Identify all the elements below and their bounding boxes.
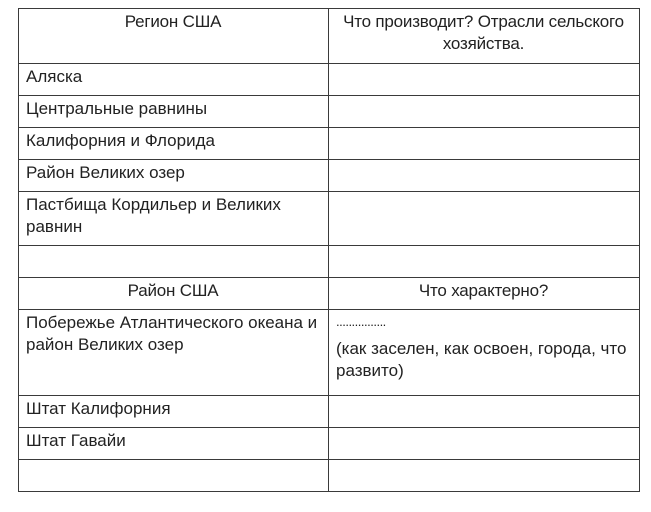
worksheet-table: [18, 8, 640, 492]
region-cell: [19, 246, 329, 278]
table-row: [19, 96, 640, 128]
answer-cell: [329, 64, 640, 96]
answer-cell: [329, 460, 640, 492]
table-row: [19, 160, 640, 192]
table2-header-district: Район США: [19, 278, 329, 310]
region-cell: Калифорния и Флорида: [19, 128, 329, 160]
region-cell: Центральные равнины: [19, 96, 329, 128]
table-row: [19, 246, 640, 278]
region-cell: Побережье Атлантического океана и район Великих озер: [19, 310, 329, 396]
region-cell: Штат Гавайи: [19, 428, 329, 460]
region-cell: Аляска: [19, 64, 329, 96]
answer-cell: [329, 396, 640, 428]
table1-header-row: [19, 9, 640, 64]
table-row: [19, 428, 640, 460]
answer-cell: [329, 96, 640, 128]
table-row: [19, 64, 640, 96]
region-cell: Район Великих озер: [19, 160, 329, 192]
answer-dots: ................: [336, 314, 386, 329]
table2-header-characteristic: Что характерно?: [329, 278, 640, 310]
answer-hint: (как заселен, как освоен, города, что развито): [336, 339, 627, 380]
table1-header-production: Что производит? Отрасли сельского хозяйства.: [329, 9, 640, 64]
region-cell: [19, 460, 329, 492]
answer-cell: [329, 428, 640, 460]
table-row: [19, 310, 640, 396]
answer-cell: [329, 160, 640, 192]
table-row: [19, 192, 640, 246]
table2-header-row: [19, 278, 640, 310]
table1-header-region: Регион США: [19, 9, 329, 64]
answer-cell: [329, 246, 640, 278]
table-row: [19, 396, 640, 428]
table-row: [19, 460, 640, 492]
answer-cell: [329, 192, 640, 246]
answer-cell: [329, 128, 640, 160]
table-row: [19, 128, 640, 160]
region-cell: Штат Калифорния: [19, 396, 329, 428]
region-cell: Пастбища Кордильер и Великих равнин: [19, 192, 329, 246]
answer-cell: [329, 310, 640, 396]
